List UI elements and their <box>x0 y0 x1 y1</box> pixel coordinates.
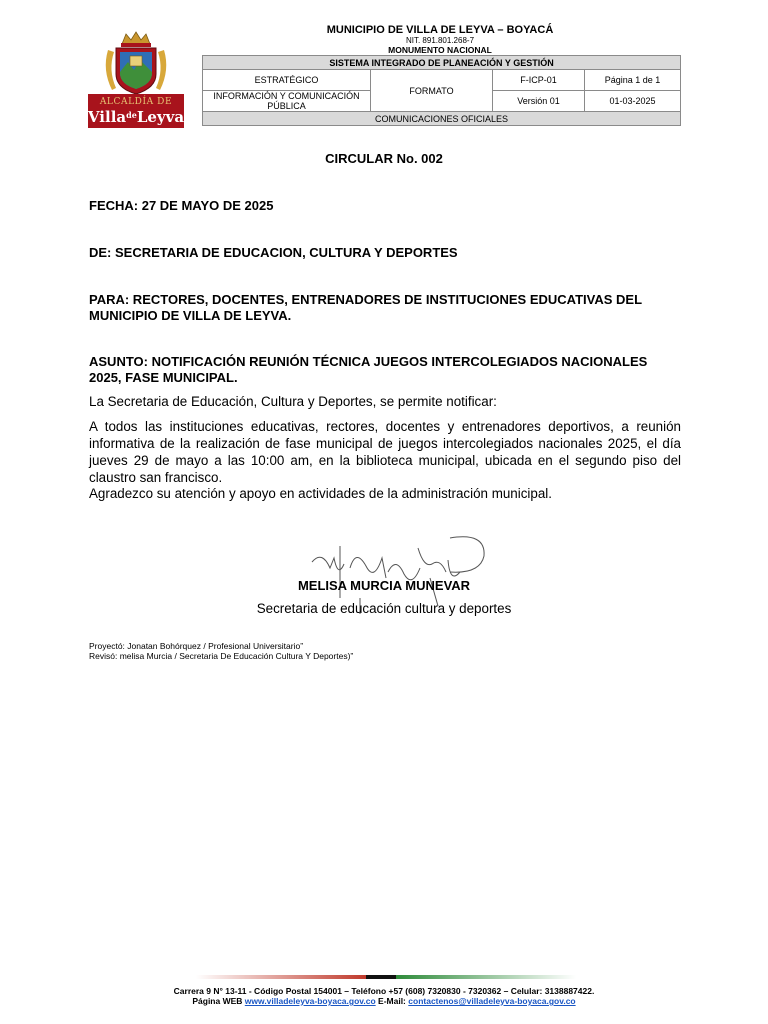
page-cell: Página 1 de 1 <box>585 70 681 91</box>
logo-de-text: de <box>126 110 137 120</box>
format-name-cell: COMUNICACIONES OFICIALES <box>203 112 681 126</box>
date-cell: 01-03-2025 <box>585 91 681 112</box>
footer-contact <box>0 996 768 1006</box>
date-line: FECHA: 27 DE MAYO DE 2025 <box>89 198 274 213</box>
footer-address: Carrera 9 N° 13-11 - Código Postal 154001 – Teléfono +57 (608) 7320830 - 7320362 – Celular: 3138887422. <box>173 986 595 996</box>
logo-villa-text: Villa <box>87 108 127 126</box>
reviewed-by: Revisó: melisa Murcia / Secretaria De Educación Cultura Y Deportes)” <box>89 651 354 661</box>
code-cell: F-ICP-01 <box>493 70 585 91</box>
notice-paragraph: A todos las instituciones educativas, rectores, docentes y entrenadores deportivos, a reunión informativa de la realización de fase municipal de juegos intercolegiados nacionales 2025, el día jueves 29 de mayo a las 10:00 am, en la biblioteca municipal, ubicada en el segundo piso del claustro san francisco. <box>89 419 681 485</box>
alcaldia-villa-de-leyva-logo <box>86 30 186 130</box>
to-line: PARA: RECTORES, DOCENTES, ENTRENADORES DE INSTITUCIONES EDUCATIVAS DEL MUNICIPIO DE VILLA DE LEYVA. <box>89 292 642 323</box>
municipality-title: MUNICIPIO DE VILLA DE LEYVA – BOYACÁ <box>326 24 554 36</box>
logo-leyva-text: Leyva <box>136 108 185 126</box>
version-cell: Versión 01 <box>493 91 585 112</box>
monument-label: MONUMENTO NACIONAL <box>388 45 492 55</box>
subject-line: ASUNTO: NOTIFICACIÓN REUNIÓN TÉCNICA JUEGOS INTERCOLEGIADOS NACIONALES 2025, FASE MUNICIPAL. <box>89 354 648 385</box>
web-link[interactable]: www.villadeleyva-boyaca.gov.co <box>244 996 376 1006</box>
email-label: E-Mail: <box>378 996 406 1006</box>
document-control-table <box>202 55 681 126</box>
footer-color-stripe <box>196 975 576 979</box>
intro-paragraph: La Secretaria de Educación, Cultura y Deportes, se permite notificar: <box>89 394 497 409</box>
process-cell: ESTRATÉGICO <box>203 70 371 91</box>
email-link[interactable]: contactenos@villadeleyva-boyaca.gov.co <box>408 996 576 1006</box>
logo-alcaldia-text: ALCALDÍA DE <box>99 97 173 107</box>
prepared-by: Proyectó: Jonatan Bohórquez / Profesional Universitario” <box>89 641 304 651</box>
subprocess-cell: INFORMACIÓN Y COMUNICACIÓN PÚBLICA <box>203 91 371 112</box>
from-line: DE: SECRETARIA DE EDUCACION, CULTURA Y DEPORTES <box>89 245 458 260</box>
system-name-cell: SISTEMA INTEGRADO DE PLANEACIÓN Y GESTIÓN <box>203 56 681 70</box>
signer-role: Secretaria de educación cultura y deportes <box>256 601 512 616</box>
closing-paragraph: Agradezco su atención y apoyo en actividades de la administración municipal. <box>89 486 552 501</box>
signer-name: MELISA MURCIA MUNEVAR <box>297 578 471 593</box>
circular-number: CIRCULAR No. 002 <box>325 151 443 166</box>
document-type-cell: FORMATO <box>371 70 493 112</box>
web-label: Página WEB <box>192 996 243 1006</box>
nit-number: NIT. 891.801.268-7 <box>405 36 475 45</box>
